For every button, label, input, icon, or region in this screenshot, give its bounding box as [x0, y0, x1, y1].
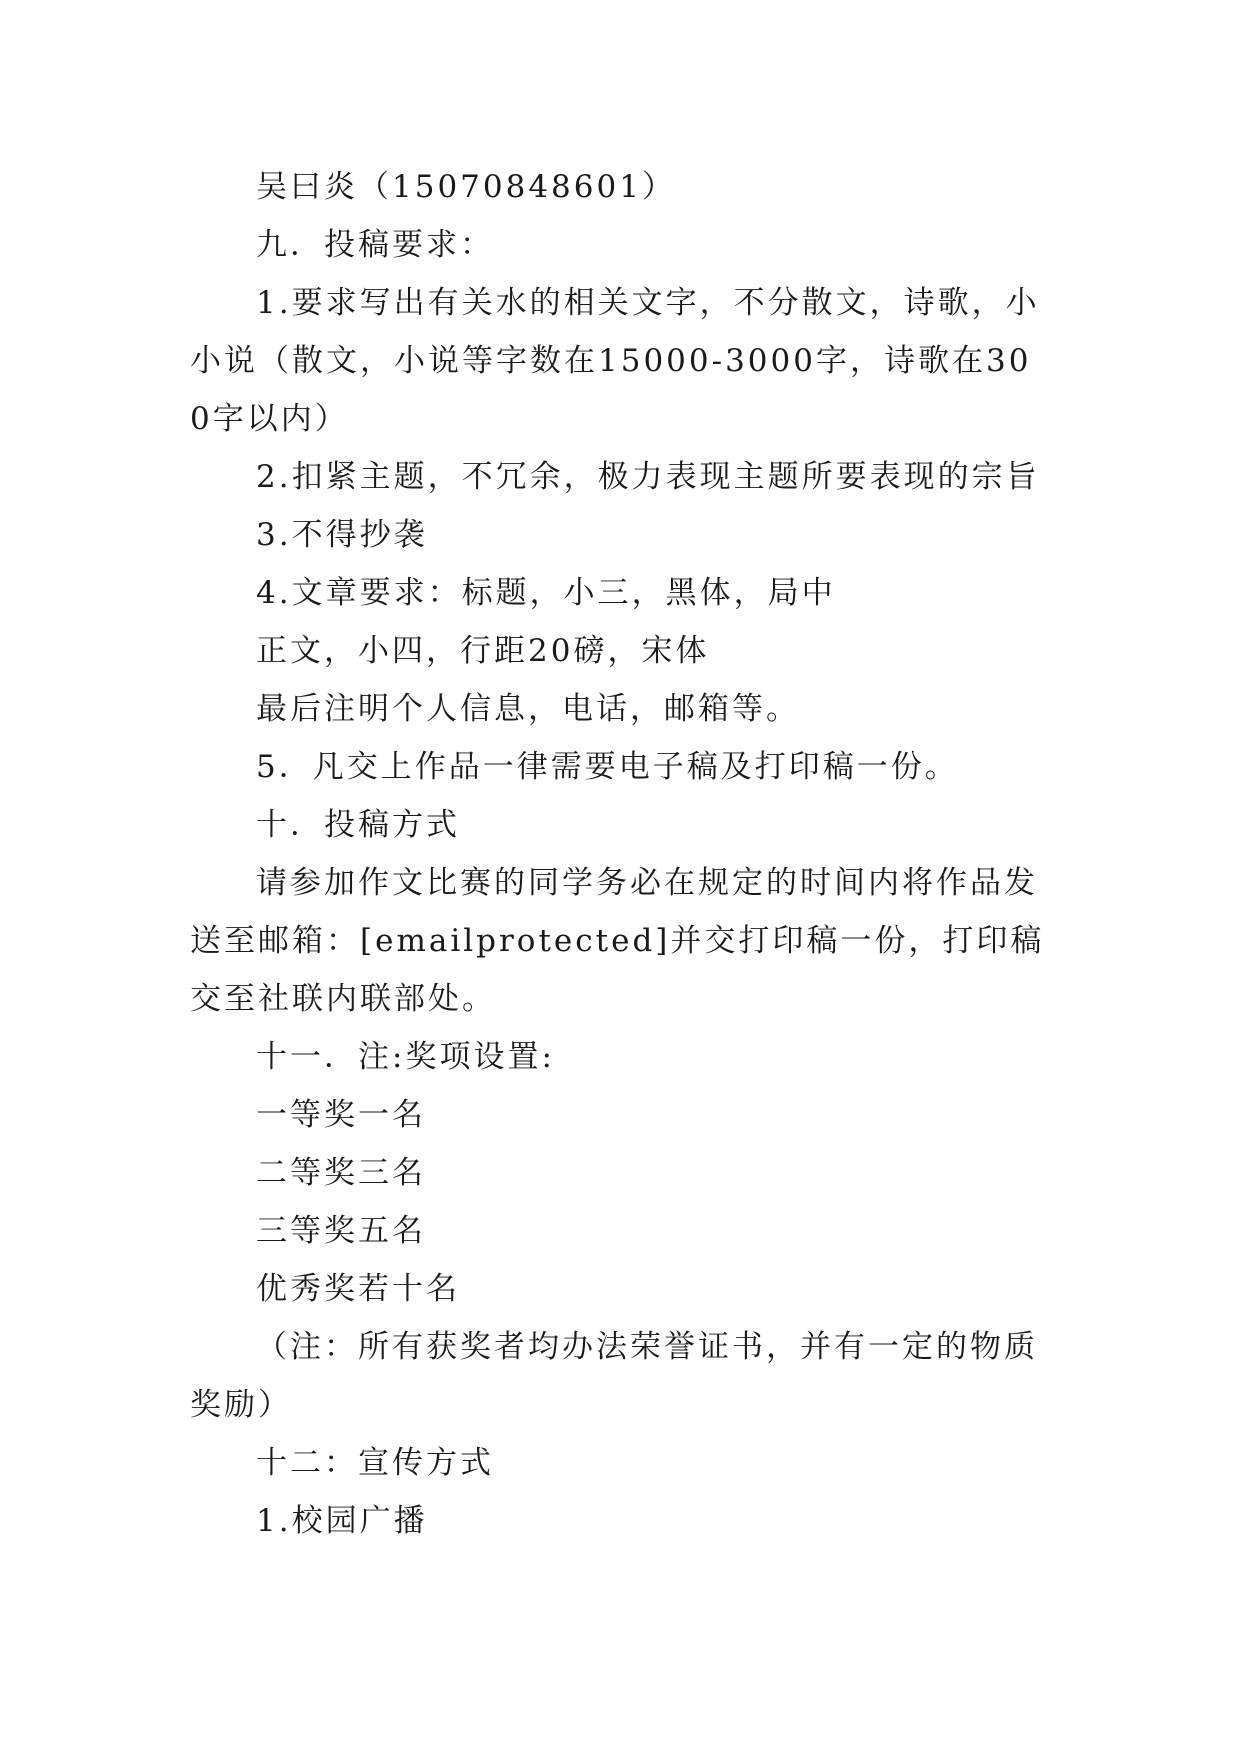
award-item: 二等奖三名 [256, 1155, 426, 1191]
section-heading: 十．投稿方式 [256, 807, 460, 843]
award-item: 一等奖一名 [256, 1097, 426, 1133]
requirement-item: 3.不得抄袭 [256, 517, 428, 553]
requirement-detail: 最后注明个人信息，电话，邮箱等。 [256, 691, 800, 727]
requirement-detail: 正文，小四，行距20磅，宋体 [256, 633, 710, 669]
section-heading: 九．投稿要求： [256, 227, 494, 263]
promotion-item: 1.校园广播 [256, 1503, 428, 1539]
requirement-item: 5．凡交上作品一律需要电子稿及打印稿一份。 [256, 749, 959, 785]
document-body [190, 158, 1050, 1550]
award-note: （注：所有获奖者均办法荣誉证书，并有一定的物质奖励） [190, 1329, 1038, 1423]
contact-line: 吴曰炎（15070848601） [256, 169, 676, 205]
requirement-item: 2.扣紧主题，不冗余，极力表现主题所要表现的宗旨 [256, 459, 1040, 495]
section-heading: 十一．注:奖项设置: [256, 1039, 555, 1075]
section-heading: 十二：宣传方式 [256, 1445, 494, 1481]
requirement-item: 1.要求写出有关水的相关文字，不分散文，诗歌，小小说（散文，小说等字数在15000-3000字，诗歌在300字以内） [190, 285, 1040, 437]
award-item: 三等奖五名 [256, 1213, 426, 1249]
submission-paragraph: 请参加作文比赛的同学务必在规定的时间内将作品发送至邮箱：[emailprotected]并交打印稿一份，打印稿交至社联内联部处。 [190, 865, 1045, 1017]
requirement-item: 4.文章要求：标题，小三，黑体，局中 [256, 575, 836, 611]
award-item: 优秀奖若十名 [256, 1271, 460, 1307]
